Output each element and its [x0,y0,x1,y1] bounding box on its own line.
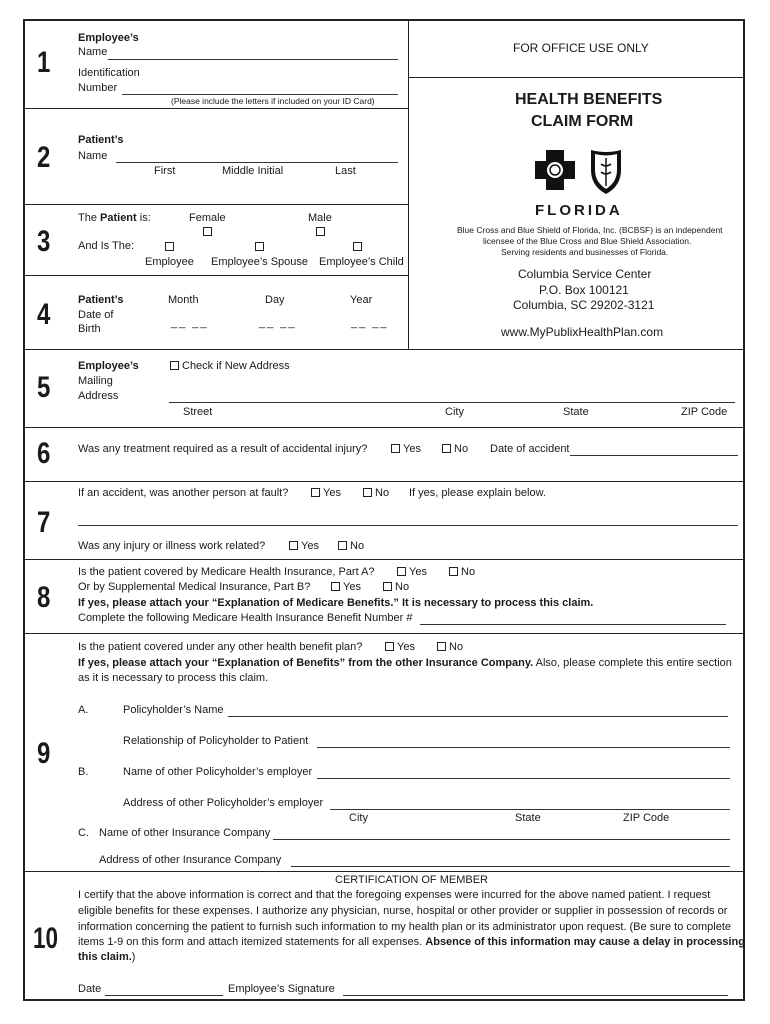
month-label: Month [168,294,199,306]
address-line2: P.O. Box 100121 [539,283,629,297]
divider-1-2 [25,108,409,109]
employee-checkbox[interactable] [165,242,174,251]
section-number-6: 6 [37,437,51,470]
claim-form [23,19,745,1001]
medicare-a-no-checkbox[interactable] [449,567,458,576]
section-number-9: 9 [37,737,51,770]
policyholder-name-field[interactable] [228,716,728,717]
disclaimer-line3: Serving residents and businesses of Florida. [501,247,669,257]
insurance-name-field[interactable] [273,839,730,840]
employee-name-field[interactable] [108,59,398,60]
female-label: Female [189,212,226,224]
divider-2-3 [25,204,409,205]
address-line3: Columbia, SC 29202-3121 [513,298,655,312]
medicare-b-no-option[interactable]: No [383,581,409,593]
patient-label: Patient’s [78,134,124,146]
zip-label: ZIP Code [681,406,728,418]
day-label: Day [265,294,285,306]
mailing-employee-label: Employee’s [78,360,139,372]
mailing-address-field[interactable] [169,402,735,403]
child-checkbox[interactable] [353,242,362,251]
divider-3-4 [25,275,409,276]
male-label: Male [308,212,332,224]
date-of-accident-label: Date of accident [490,443,570,455]
policyholder-name-label: Policyholder’s Name [123,704,224,716]
middle-label: Middle Initial [222,165,284,177]
divider-4-5 [25,349,745,350]
medicare-b-yes-option[interactable]: Yes [331,581,361,593]
and-is-label: And Is The: [78,240,135,252]
header-divider [408,21,409,349]
medicare-number-field[interactable] [420,624,726,625]
work-yes-option[interactable]: Yes [289,540,319,552]
accident-no-checkbox[interactable] [442,444,451,453]
date-of-accident-field[interactable] [570,455,738,456]
medicare-a-question: Is the patient covered by Medicare Health Insurance, Part A? [78,566,375,578]
spouse-option-label: Employee’s Spouse [211,256,309,268]
item-b-marker: B. [78,766,89,778]
mailing-label: Mailing [78,375,113,387]
fault-question: If an accident, was another person at fault? [78,487,289,499]
accident-yes-checkbox[interactable] [391,444,400,453]
other-plan-no-checkbox[interactable] [437,642,446,651]
identification-label: Identification [78,67,140,79]
new-address-checkbox[interactable] [170,361,179,370]
certification-line-2: eligible benefits for these expenses. I authorize any physician, nurse, hospital or other provider or supplier in possession of records or [78,905,728,917]
fault-yes-option[interactable]: Yes [311,487,341,499]
relationship-field[interactable] [317,747,730,748]
work-no-checkbox[interactable] [338,541,347,550]
city-label: City [445,406,464,418]
section-number-10: 10 [33,922,59,955]
website: www.MyPublixHealthPlan.com [501,325,664,339]
divider-9-10 [25,871,745,872]
male-checkbox[interactable] [316,227,325,236]
first-label: First [154,165,176,177]
item-a-marker: A. [78,704,89,716]
medicare-attach-note: If yes, please attach your “Explanation of Medicare Benefits.” It is necessary to process this claim. [78,597,594,609]
section-number-4: 4 [37,298,51,331]
year-field[interactable]: __ __ [351,317,389,329]
divider-5-6 [25,427,745,428]
fault-no-option[interactable]: No [363,487,389,499]
other-plan-yes-option[interactable]: Yes [385,641,415,653]
spouse-checkbox[interactable] [255,242,264,251]
address-label: Address [78,390,119,402]
id-number-label: Number [78,82,118,94]
certification-line-3: information concerning the patient to furnish such information to my health plan or its administrator upon request. (Be sure to complete [78,921,732,933]
dob-date-of-label: Date of [78,309,114,321]
state-label: State [563,406,589,418]
s9-state-label: State [515,812,541,824]
medicare-number-label: Complete the following Medicare Health Insurance Benefit Number # [78,612,413,624]
form-title-line1: HEALTH BENEFITS [515,91,663,108]
date-label: Date [78,983,102,995]
employer-name-label: Name of other Policyholder’s employer [123,766,313,778]
section-number-5: 5 [37,371,51,404]
accident-question: Was any treatment required as a result of accidental injury? [78,443,368,455]
medicare-b-no-checkbox[interactable] [383,582,392,591]
signature-field[interactable] [343,995,728,996]
section-number-3: 3 [37,225,51,258]
street-label: Street [183,406,213,418]
signature-label: Employee’s Signature [228,983,335,995]
relationship-label: Relationship of Policyholder to Patient [123,735,309,747]
divider-6-7 [25,481,745,482]
employee-label: Employee’s [78,32,139,44]
section-number-2: 2 [37,141,51,174]
certification-line-5: this claim.) [78,951,136,963]
female-checkbox[interactable] [203,227,212,236]
form-title-line2: CLAIM FORM [531,113,634,130]
work-no-option[interactable]: No [338,540,364,552]
medicare-a-no-option[interactable]: No [449,566,475,578]
accident-no-option[interactable]: No [442,443,468,455]
explain-field[interactable] [78,525,738,526]
insurance-address-field[interactable] [291,866,730,867]
date-field[interactable] [105,995,223,996]
medicare-a-yes-option[interactable]: Yes [397,566,427,578]
s9-city-label: City [349,812,368,824]
medicare-b-question: Or by Supplemental Medical Insurance, Part B? [78,581,311,593]
employer-address-field[interactable] [330,809,730,810]
patient-name-label: Name [78,150,108,162]
patient-is-label: The Patient is: [78,212,151,224]
employee-option-label: Employee [145,256,194,268]
last-label: Last [335,165,356,177]
id-number-field[interactable] [122,94,398,95]
office-use-label: FOR OFFICE USE ONLY [513,41,649,55]
divider-8-9 [25,633,745,634]
section-number-7: 7 [37,506,51,539]
insurance-address-label: Address of other Insurance Company [99,854,282,866]
other-plan-attach-note: If yes, please attach your “Explanation of Benefits” from the other Insurance Company. Also, please complete this entire section [78,657,732,669]
s9-zip-label: ZIP Code [623,812,670,824]
other-plan-no-option[interactable]: No [437,641,463,653]
patient-name-field[interactable] [116,162,398,163]
medicare-a-yes-checkbox[interactable] [397,567,406,576]
disclaimer-line1: Blue Cross and Blue Shield of Florida, Inc. (BCBSF) is an independent [457,225,723,235]
section-number-1: 1 [37,46,51,79]
fault-no-checkbox[interactable] [363,488,372,497]
year-label: Year [350,294,373,306]
employer-name-field[interactable] [317,778,730,779]
work-yes-checkbox[interactable] [289,541,298,550]
insurance-name-label: Name of other Insurance Company [99,827,271,839]
fault-yes-checkbox[interactable] [311,488,320,497]
id-hint: (Please include the letters if included on your ID Card) [171,96,375,106]
certification-line-4: items 1-9 on this form and attach itemized statements for all expenses. Absence of this information may cause a delay in processing [78,936,745,948]
day-field[interactable]: __ __ [259,317,297,329]
brand-wordmark: FLORIDA [535,202,623,219]
divider-7-8 [25,559,745,560]
item-c-marker: C. [78,827,89,839]
certification-line-1: I certify that the above information is correct and that the foregoing expenses were incurred for the above named patient. I request [78,889,711,901]
dob-patient-label: Patient’s [78,294,124,306]
employee-name-label: Name [78,46,108,58]
bcbs-logo [533,146,633,196]
office-divider [409,77,745,78]
month-field[interactable]: __ __ [171,317,209,329]
employer-address-label: Address of other Policyholder’s employer [123,797,324,809]
dob-birth-label: Birth [78,323,101,335]
certification-heading: CERTIFICATION OF MEMBER [335,874,488,886]
disclaimer-line2: licensee of the Blue Cross and Blue Shield Association. [483,236,692,246]
other-plan-question: Is the patient covered under any other health benefit plan? [78,641,363,653]
section-number-8: 8 [37,581,51,614]
child-option-label: Employee’s Child [319,256,404,268]
medicare-b-yes-checkbox[interactable] [331,582,340,591]
other-plan-attach-note-2: as it is necessary to process this claim. [78,672,269,684]
other-plan-yes-checkbox[interactable] [385,642,394,651]
new-address-option[interactable]: Check if New Address [170,360,290,372]
explain-label: If yes, please explain below. [409,487,546,499]
accident-yes-option[interactable]: Yes [391,443,421,455]
address-line1: Columbia Service Center [518,267,652,281]
work-related-question: Was any injury or illness work related? [78,540,266,552]
